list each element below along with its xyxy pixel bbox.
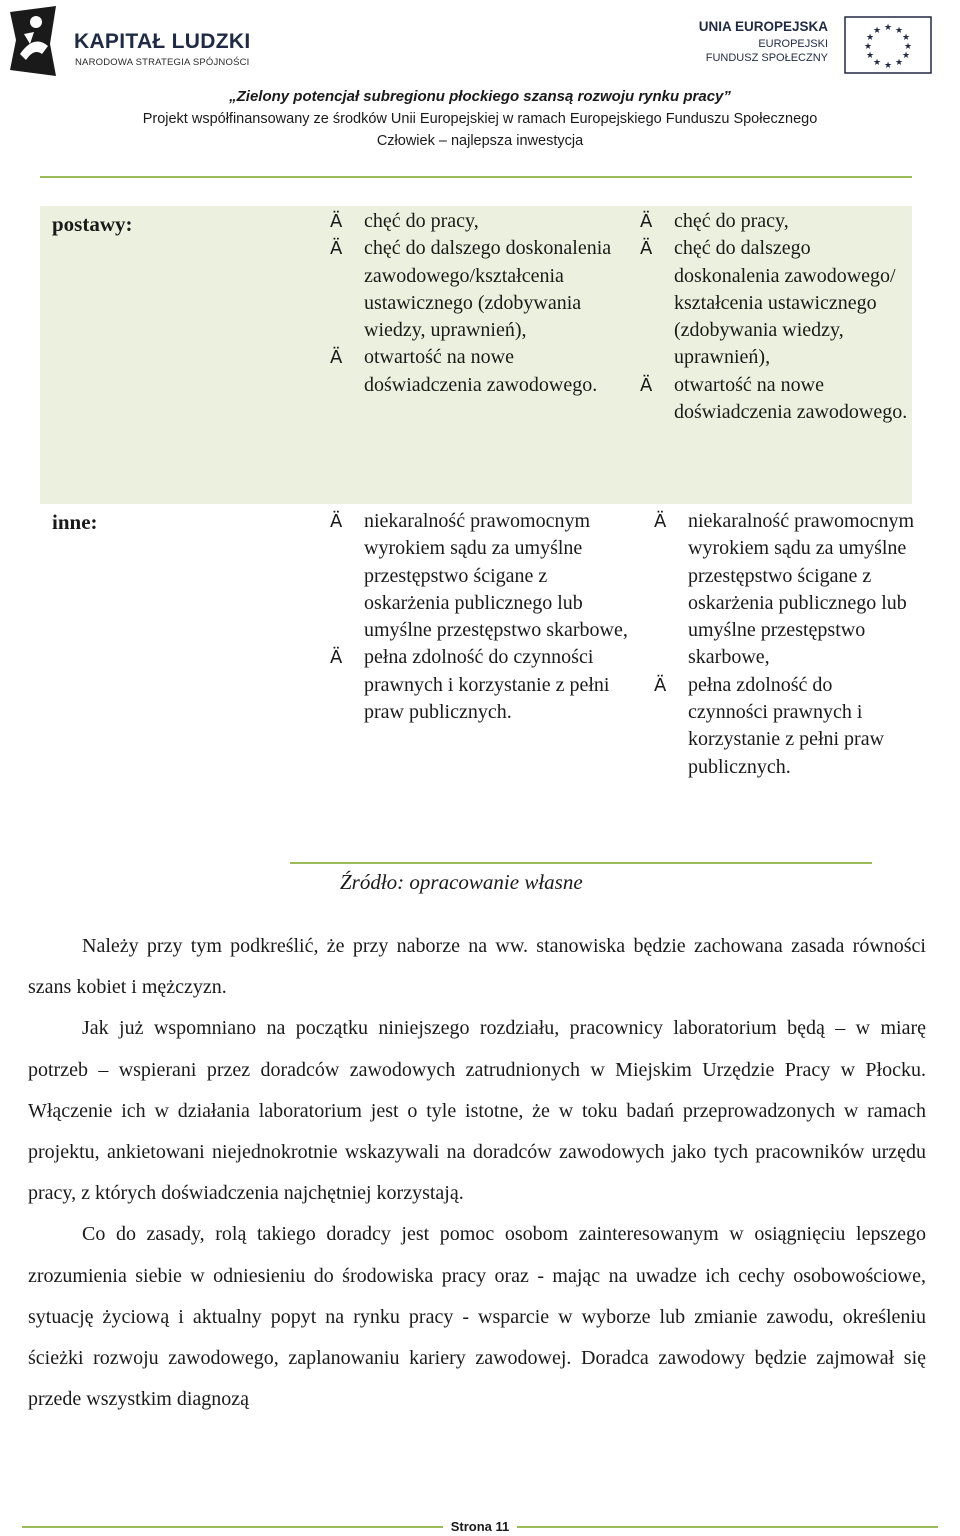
svg-text:★: ★	[901, 33, 911, 43]
row-col2	[640, 208, 912, 426]
table-row	[40, 504, 915, 866]
svg-text:★: ★	[883, 61, 893, 71]
svg-text:★: ★	[901, 51, 911, 61]
list-item: Ä chęć do dalszego doskonalenia zawodowego/kształcenia ustawicznego (zdobywania wiedzy, uprawnień),	[330, 237, 612, 342]
list-item: Ä pełna zdolność do czynności prawnych i korzystanie z pełni praw publicznych.	[654, 673, 885, 778]
eu-logo-line1: UNIA EUROPEJSKA	[698, 19, 828, 34]
kapital-ludzki-logo	[6, 4, 266, 78]
project-subtitle: Projekt współfinansowany ze środków Unii Europejskiej w ramach Europejskiego Funduszu Społecznego	[142, 111, 818, 127]
arrow-bullet-icon: Ä	[330, 347, 343, 369]
arrow-bullet-icon: Ä	[330, 211, 343, 232]
row-col2	[654, 508, 916, 781]
row-label: postawy:	[52, 212, 133, 236]
arrow-bullet-icon: Ä	[330, 511, 343, 532]
paragraph: Co do zasady, rolą takiego doradcy jest pomoc osobom zainteresowanym w osiągnięciu lepszego zrozumienia siebie w odniesieniu do środowiska pracy oraz - mając na uwadze ich cechy osobowościowe, sytuację życiową i aktualny popyt na rynku pracy - wsparcie w wyborze lub zmianie zawodu, określeniu ścieżki rozwoju zawodowego, zaplanowaniu kariery zawodowej. Doradca zawodowy będzie zajmował się przede wszystkim diagnozą	[28, 1223, 926, 1411]
list-item: Ä pełna zdolność do czynności prawnych i korzystanie z pełni praw publicznych.	[330, 646, 610, 724]
paragraph: Należy przy tym podkreślić, że przy naborze na ww. stanowiska będzie zachowana zasada równości szans kobiet i mężczyzn.	[28, 935, 926, 999]
eu-logo	[698, 16, 932, 76]
kapital-ludzki-flag-icon	[6, 4, 60, 78]
arrow-bullet-icon: Ä	[640, 211, 653, 232]
svg-text:★: ★	[872, 58, 882, 68]
footer	[0, 1518, 960, 1536]
header-divider	[40, 176, 912, 178]
logo-left-subtitle: NARODOWA STRATEGIA SPÓJNOŚCI	[75, 57, 250, 68]
eu-logo-line3: FUNDUSZ SPOŁECZNY	[705, 52, 828, 64]
arrow-bullet-icon: Ä	[654, 674, 667, 696]
arrow-bullet-icon: Ä	[640, 238, 653, 260]
arrow-bullet-icon: Ä	[640, 374, 653, 396]
svg-text:★: ★	[894, 58, 904, 68]
row-col1	[330, 508, 630, 726]
row-label: inne:	[52, 510, 98, 534]
requirements-table	[40, 206, 915, 866]
project-title: „Zielony potencjał subregionu płockiego szansą rozwoju rynku pracy”	[229, 88, 731, 105]
body-text	[28, 926, 926, 1420]
arrow-bullet-icon: Ä	[654, 511, 667, 532]
table-row	[40, 206, 912, 504]
table-bottom-rule	[290, 862, 872, 864]
svg-text:★: ★	[865, 33, 875, 43]
eu-logo-line2: EUROPEJSKI	[758, 38, 828, 50]
row-col1	[330, 208, 630, 399]
svg-text:★: ★	[883, 23, 893, 33]
project-header	[0, 86, 960, 152]
svg-text:★: ★	[872, 26, 882, 36]
list-item: Ä niekaralność prawomocnym wyrokiem sądu za umyślne przestępstwo ścigane z oskarżenia publicznego lub umyślne przestępstwo skarbowe,	[330, 510, 628, 642]
list-item: Ä chęć do pracy,	[640, 208, 912, 235]
svg-text:★: ★	[865, 51, 875, 61]
project-motto: Człowiek – najlepsza inwestycja	[376, 133, 584, 149]
list-item: Ä otwartość na nowe doświadczenia zawodowego.	[330, 346, 598, 396]
list-item: Ä chęć do dalszego doskonalenia zawodowego/ kształcenia ustawicznego (zdobywania wiedzy, uprawnień),	[640, 237, 896, 369]
svg-text:★: ★	[863, 42, 873, 52]
svg-text:★: ★	[894, 26, 904, 36]
logo-left-name: KAPITAŁ LUDZKI	[74, 30, 251, 53]
list-item: Ä niekaralność prawomocnym wyrokiem sądu za umyślne przestępstwo ścigane z oskarżenia publicznego lub umyślne przestępstwo skarbowe,	[654, 510, 915, 669]
list-item: Ä chęć do pracy,	[330, 208, 630, 235]
arrow-bullet-icon: Ä	[330, 238, 343, 260]
page-number: Strona 11	[443, 1519, 518, 1534]
table-source: Źródło: opracowanie własne	[340, 870, 583, 894]
paragraph: Jak już wspomniano na początku niniejszego rozdziału, pracownicy laboratorium będą – w miarę potrzeb – wspierani przez doradców zawodowych zatrudnionych w Miejskim Urzędzie Pracy w Płocku. Włączenie ich w działania laboratorium jest o tyle istotne, że w toku badań przeprowadzonych w ramach projektu, ankietowani niejednokrotnie wskazywali na doradców zawodowych jako tych pracowników urzędu pracy, z których doświadczenia najchętniej korzystają.	[28, 1017, 926, 1205]
list-item: Ä otwartość na nowe doświadczenia zawodowego.	[640, 373, 908, 424]
arrow-bullet-icon: Ä	[330, 647, 343, 669]
svg-text:★: ★	[903, 42, 913, 52]
eu-flag-icon	[844, 16, 932, 74]
